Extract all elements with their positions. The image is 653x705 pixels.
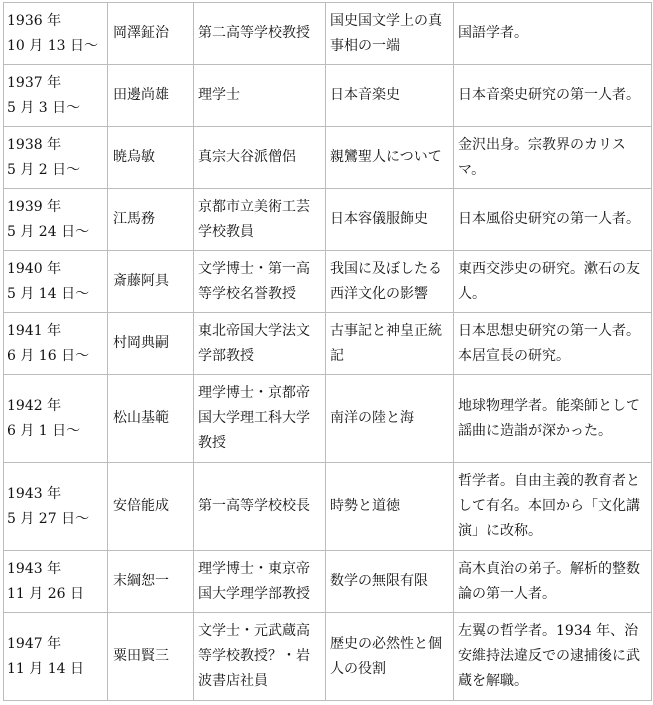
- title-cell: 日本音楽史: [326, 65, 454, 127]
- position-cell: 東北帝国大学法文学部教授: [194, 313, 326, 375]
- date-cell: [4, 65, 108, 127]
- table-row: [4, 313, 652, 375]
- date-year: 1936 年: [7, 12, 62, 29]
- position-cell: 第一高等学校校長: [194, 463, 326, 551]
- note-cell: 日本音楽史研究の第一人者。: [454, 65, 652, 127]
- date-day: 10 月 13 日〜: [7, 37, 98, 54]
- date-cell: [4, 313, 108, 375]
- date-year: 1941 年: [7, 322, 62, 339]
- date-cell: [4, 189, 108, 251]
- date-year: 1937 年: [7, 74, 62, 91]
- lecturer-cell: 田邊尚雄: [108, 65, 194, 127]
- title-cell: 親鸞聖人について: [326, 127, 454, 189]
- note-cell: 国語学者。: [454, 3, 652, 65]
- lecturer-cell: 江馬務: [108, 189, 194, 251]
- date-year: 1939 年: [7, 198, 62, 215]
- table-row: [4, 375, 652, 463]
- position-cell: 京都市立美術工芸学校教員: [194, 189, 326, 251]
- date-year: 1942 年: [7, 397, 62, 414]
- date-day: 11 月 26 日: [7, 585, 84, 602]
- date-day: 6 月 16 日〜: [7, 347, 90, 364]
- note-cell: 日本風俗史研究の第一人者。: [454, 189, 652, 251]
- table-row: [4, 551, 652, 613]
- position-cell: 第二高等学校教授: [194, 3, 326, 65]
- title-cell: 南洋の陸と海: [326, 375, 454, 463]
- lecturer-cell: 暁烏敏: [108, 127, 194, 189]
- position-cell: 文学博士・第一高等学校名誉教授: [194, 251, 326, 313]
- title-cell: 我国に及ぼしたる西洋文化の影響: [326, 251, 454, 313]
- lecturer-cell: 斎藤阿具: [108, 251, 194, 313]
- date-day: 5 月 24 日〜: [7, 223, 90, 240]
- date-day: 6 月 1 日〜: [7, 422, 81, 439]
- position-cell: 理学博士・東京帝国大学理学部教授: [194, 551, 326, 613]
- table-row: [4, 613, 652, 701]
- table-row: [4, 189, 652, 251]
- date-day: 5 月 2 日〜: [7, 161, 81, 178]
- note-cell: 高木貞治の弟子。解析的整数論の第一人者。: [454, 551, 652, 613]
- date-day: 5 月 14 日〜: [7, 285, 90, 302]
- date-year: 1940 年: [7, 260, 62, 277]
- date-day: 5 月 27 日〜: [7, 510, 90, 527]
- date-cell: [4, 3, 108, 65]
- date-year: 1943 年: [7, 485, 62, 502]
- position-cell: 真宗大谷派僧侶: [194, 127, 326, 189]
- title-cell: 古事記と神皇正統記: [326, 313, 454, 375]
- table-row: [4, 127, 652, 189]
- title-cell: 国史国文学上の真事相の一端: [326, 3, 454, 65]
- lecturer-cell: 安倍能成: [108, 463, 194, 551]
- title-cell: 時勢と道徳: [326, 463, 454, 551]
- lecture-table: [3, 2, 652, 701]
- table-row: [4, 463, 652, 551]
- date-cell: [4, 127, 108, 189]
- lecturer-cell: 岡澤鉦治: [108, 3, 194, 65]
- position-cell: 理学士: [194, 65, 326, 127]
- date-cell: [4, 463, 108, 551]
- position-cell: 理学博士・京都帝国大学理工科大学教授: [194, 375, 326, 463]
- table-row: [4, 3, 652, 65]
- table-row: [4, 65, 652, 127]
- lecturer-cell: 松山基範: [108, 375, 194, 463]
- date-cell: [4, 375, 108, 463]
- date-year: 1947 年: [7, 635, 62, 652]
- note-cell: 金沢出身。宗教界のカリスマ。: [454, 127, 652, 189]
- lecturer-cell: 村岡典嗣: [108, 313, 194, 375]
- position-cell: 文学士・元武蔵高等学校教授？・岩波書店社員: [194, 613, 326, 701]
- title-cell: 歴史の必然性と個人の役割: [326, 613, 454, 701]
- note-cell: 日本思想史研究の第一人者。本居宣長の研究。: [454, 313, 652, 375]
- note-cell: 地球物理学者。能楽師として謡曲に造詣が深かった。: [454, 375, 652, 463]
- lecturer-cell: 粟田賢三: [108, 613, 194, 701]
- lecturer-cell: 末綱恕一: [108, 551, 194, 613]
- date-year: 1943 年: [7, 560, 62, 577]
- date-cell: [4, 613, 108, 701]
- lecture-table-body: [4, 3, 652, 701]
- date-day: 5 月 3 日〜: [7, 99, 81, 116]
- date-cell: [4, 551, 108, 613]
- table-row: [4, 251, 652, 313]
- title-cell: 日本容儀服飾史: [326, 189, 454, 251]
- date-year: 1938 年: [7, 136, 62, 153]
- date-day: 11 月 14 日: [7, 660, 84, 677]
- note-cell: 東西交渉史の研究。漱石の友人。: [454, 251, 652, 313]
- date-cell: [4, 251, 108, 313]
- note-cell: 左翼の哲学者。1934 年、治安維持法違反での逮捕後に武蔵を解職。: [454, 613, 652, 701]
- title-cell: 数学の無限有限: [326, 551, 454, 613]
- note-cell: 哲学者。自由主義的教育者として有名。本回から「文化講演」に改称。: [454, 463, 652, 551]
